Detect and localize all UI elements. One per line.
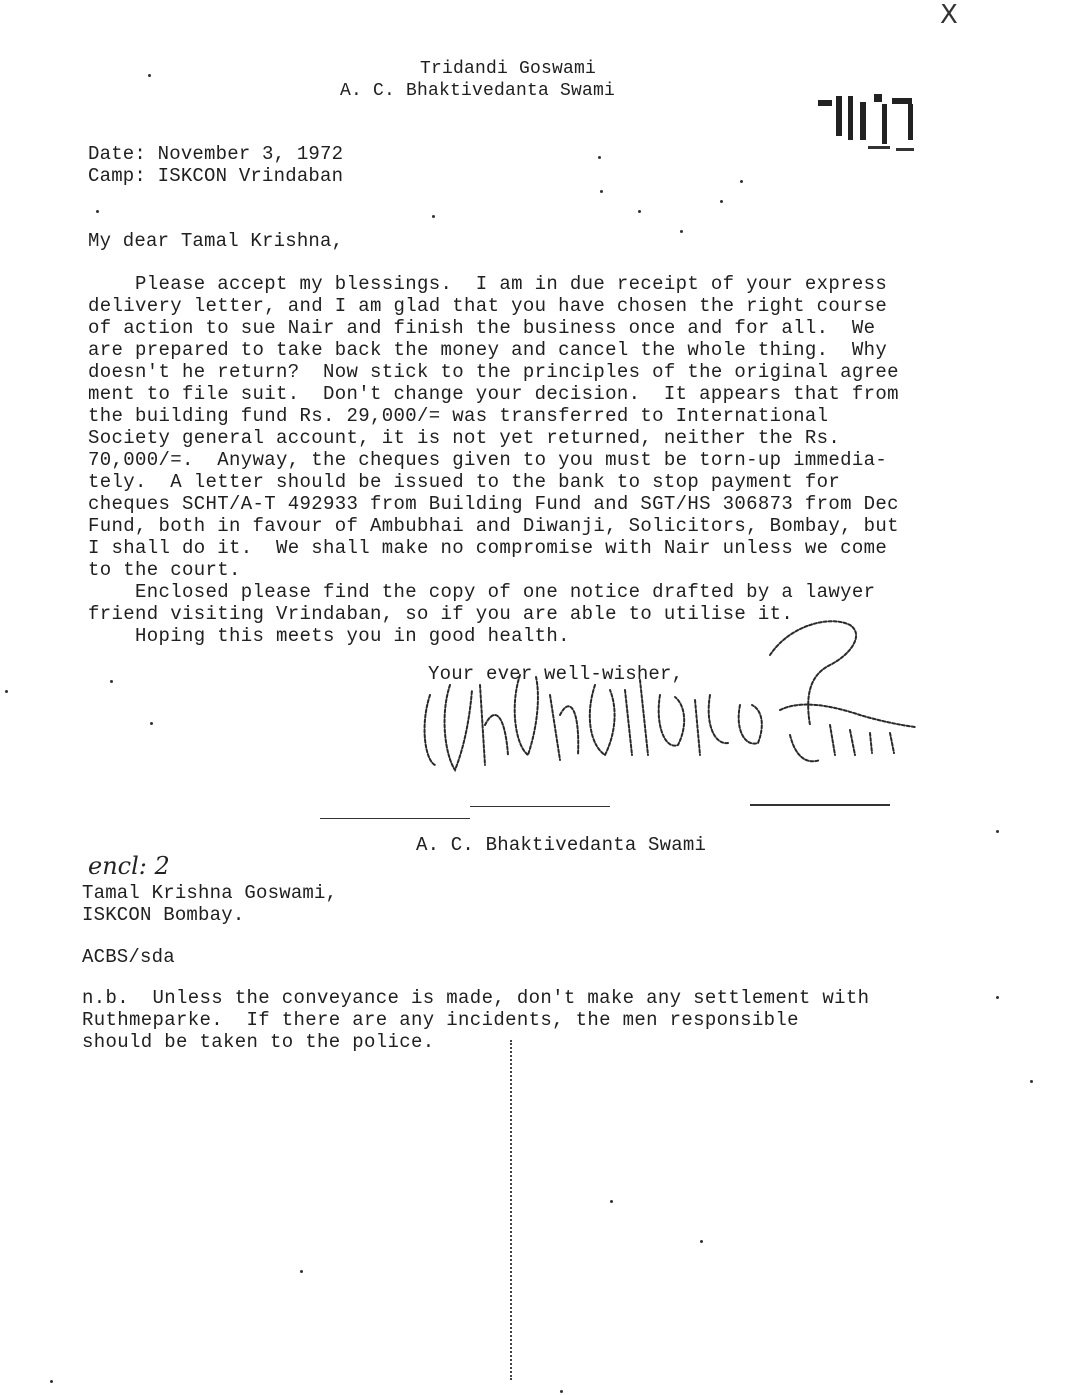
body-line: 70,000/=. Anyway, the cheques given to you must be torn-up immedia- — [88, 449, 888, 471]
body-line: of action to sue Nair and finish the business once and for all. We — [88, 317, 876, 339]
ink-speck — [110, 680, 113, 683]
ink-speck — [996, 830, 999, 833]
ink-speck — [598, 156, 601, 159]
body-line: tely. A letter should be issued to the bank to stop payment for — [88, 471, 841, 493]
body-line: Society general account, it is not yet returned, neither the Rs. — [88, 427, 841, 449]
recipient-location: ISKCON Bombay. — [82, 904, 245, 926]
body-line: Fund, both in favour of Ambubhai and Diwanji, Solicitors, Bombay, but — [88, 515, 899, 537]
body-line: Please accept my blessings. I am in due receipt of your express — [88, 273, 888, 295]
body-line: Hoping this meets you in good health. — [88, 625, 570, 647]
letterhead-title: Tridandi Goswami — [420, 59, 597, 79]
enclosure-note: encl: 2 — [88, 852, 170, 880]
handwritten-signature — [410, 615, 920, 795]
ink-speck — [560, 1390, 563, 1393]
ink-speck — [50, 1380, 53, 1383]
body-line: cheques SCHT/A-T 492933 from Building Fund and SGT/HS 306873 from Dec — [88, 493, 899, 515]
salutation: My dear Tamal Krishna, — [88, 230, 344, 252]
ink-speck — [600, 190, 603, 193]
ink-speck — [740, 180, 743, 183]
ink-speck — [5, 690, 8, 693]
body-line: delivery letter, and I am glad that you have chosen the right course — [88, 295, 888, 317]
ink-speck — [96, 210, 99, 213]
ink-speck — [996, 996, 999, 999]
body-line: are prepared to take back the money and cancel the whole thing. Why — [88, 339, 888, 361]
ink-speck — [720, 200, 723, 203]
body-line: Enclosed please find the copy of one notice drafted by a lawyer — [88, 581, 876, 603]
corner-x-mark: X — [940, 0, 958, 30]
ink-speck — [1030, 1080, 1033, 1083]
body-line: to the court. — [88, 559, 241, 581]
body-line: the building fund Rs. 29,000/= was transferred to International — [88, 405, 829, 427]
postscript-line: Ruthmeparke. If there are any incidents, the men responsible — [82, 1009, 799, 1031]
typed-signature: A. C. Bhaktivedanta Swami — [416, 834, 707, 856]
ink-speck — [432, 215, 435, 218]
ink-speck — [610, 1200, 613, 1203]
closing: Your ever well-wisher, — [428, 663, 684, 685]
postscript-line: should be taken to the police. — [82, 1031, 435, 1053]
signature-rule-right — [750, 804, 890, 806]
ink-speck — [300, 1270, 303, 1273]
postscript-line: n.b. Unless the conveyance is made, don't make any settlement with — [82, 987, 870, 1009]
body-line: I shall do it. We shall make no compromise with Nair unless we come — [88, 537, 888, 559]
camp-line: Camp: ISKCON Vrindaban — [88, 165, 344, 187]
signature-rule-left — [320, 818, 470, 819]
recipient-name: Tamal Krishna Goswami, — [82, 882, 338, 904]
letterhead-name: A. C. Bhaktivedanta Swami — [340, 81, 616, 101]
ink-speck — [638, 210, 641, 213]
ink-speck — [148, 74, 151, 77]
ink-speck — [700, 1240, 703, 1243]
ink-speck — [150, 722, 153, 725]
initials: ACBS/sda — [82, 946, 175, 968]
signature-rule-mid — [470, 806, 610, 807]
ink-stamp — [812, 92, 932, 162]
ink-speck — [680, 230, 683, 233]
body-line: friend visiting Vrindaban, so if you are able to utilise it. — [88, 603, 794, 625]
body-line: ment to file suit. Don't change your decision. It appears that from — [88, 383, 899, 405]
body-line: doesn't he return? Now stick to the principles of the original agree — [88, 361, 899, 383]
fold-line — [510, 1040, 514, 1380]
date-line: Date: November 3, 1972 — [88, 143, 344, 165]
